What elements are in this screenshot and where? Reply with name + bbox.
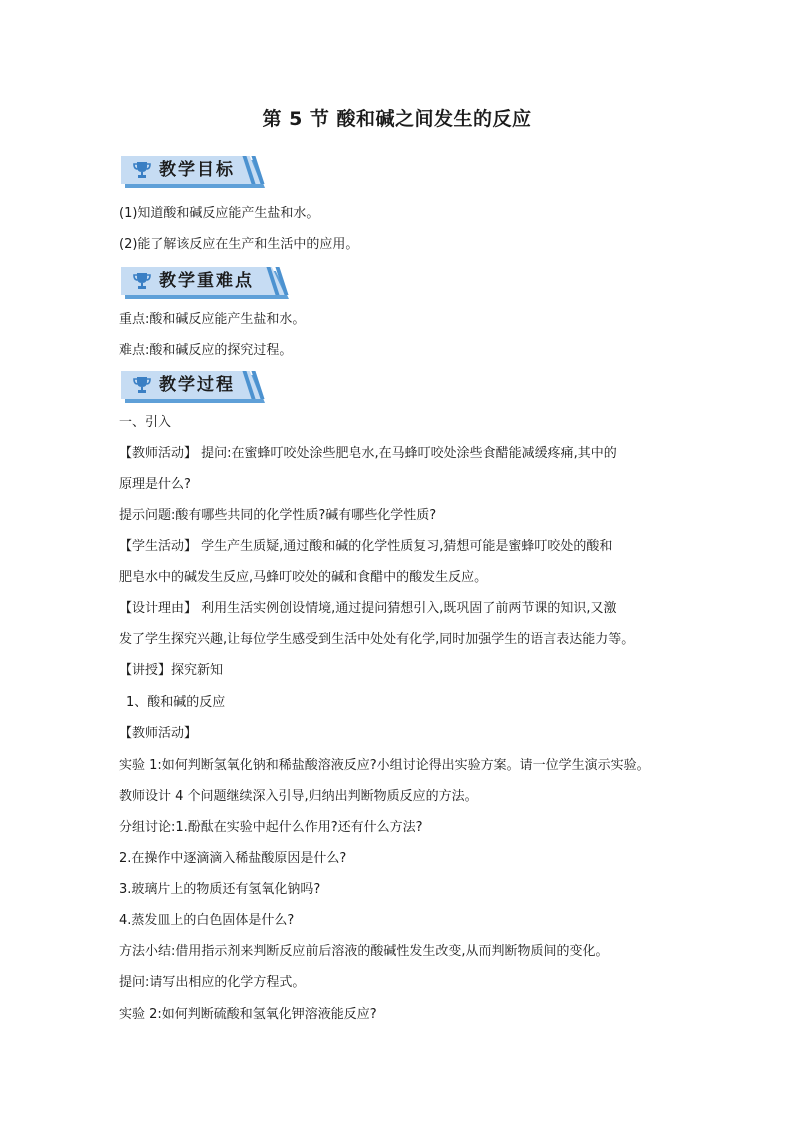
section-title: 教学目标 — [159, 160, 235, 180]
text-line: 发了学生探究兴趣,让每位学生感受到生活中处处有化学,同时加强学生的语言表达能力等。 — [119, 632, 635, 647]
text-line: 实验 1:如何判断氢氧化钠和稀盐酸溶液反应?小组讨论得出实验方案。请一位学生演示实验。 — [119, 758, 650, 773]
text-line: 方法小结:借用指示剂来判断反应前后溶液的酸碱性发生改变,从而判断物质间的变化。 — [119, 944, 609, 959]
text-line: 4.蒸发皿上的白色固体是什么? — [119, 913, 295, 928]
section-banner-process — [121, 371, 271, 403]
text-line: 【教师活动】 提问:在蜜蜂叮咬处涂些肥皂水,在马蜂叮咬处涂些食醋能减缓疼痛,其中的 — [119, 446, 617, 461]
text-line: 原理是什么? — [119, 477, 191, 492]
text-line: 提问:请写出相应的化学方程式。 — [119, 975, 306, 990]
page-title: 第 5 节 酸和碱之间发生的反应 — [262, 108, 532, 130]
text-line: 【学生活动】 学生产生质疑,通过酸和碱的化学性质复习,猜想可能是蜜蜂叮咬处的酸和 — [119, 539, 613, 554]
trophy-icon — [132, 376, 152, 394]
text-line: 【教师活动】 — [119, 726, 198, 741]
trophy-icon — [132, 272, 152, 290]
text-line: 【讲授】探究新知 — [119, 663, 224, 678]
text-line: 一、引入 — [119, 415, 172, 430]
section-banner-keypoints — [121, 267, 296, 299]
text-line: 【设计理由】 利用生活实例创设情境,通过提问猜想引入,既巩固了前两节课的知识,又激 — [119, 601, 617, 616]
text-line: 重点:酸和碱反应能产生盐和水。 — [119, 312, 306, 327]
text-line: 提示问题:酸有哪些共同的化学性质?碱有哪些化学性质? — [119, 508, 437, 523]
trophy-icon — [132, 161, 152, 179]
text-line: 2.在操作中逐滴滴入稀盐酸原因是什么? — [119, 851, 347, 866]
text-line: 1、酸和碱的反应 — [126, 695, 226, 710]
text-line: 3.玻璃片上的物质还有氢氧化钠吗? — [119, 882, 321, 897]
text-line: 难点:酸和碱反应的探究过程。 — [119, 343, 293, 358]
text-line: (1)知道酸和碱反应能产生盐和水。 — [119, 206, 320, 221]
text-line: 实验 2:如何判断硫酸和氢氧化钾溶液能反应? — [119, 1007, 377, 1022]
text-line: 肥皂水中的碱发生反应,马蜂叮咬处的碱和食醋中的酸发生反应。 — [119, 570, 488, 585]
section-banner-objectives — [121, 156, 271, 188]
section-title: 教学重难点 — [159, 271, 254, 291]
text-line: (2)能了解该反应在生产和生活中的应用。 — [119, 237, 359, 252]
text-line: 分组讨论:1.酚酞在实验中起什么作用?还有什么方法? — [119, 820, 423, 835]
section-title: 教学过程 — [159, 375, 235, 395]
text-line: 教师设计 4 个问题继续深入引导,归纳出判断物质反应的方法。 — [119, 789, 478, 804]
